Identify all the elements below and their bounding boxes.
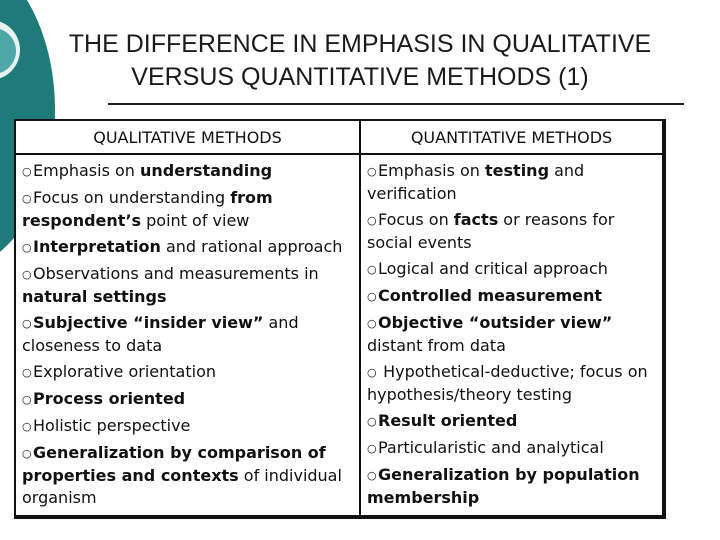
quantitative-item: [367, 285, 656, 308]
bullet-circle-icon: ○: [22, 241, 32, 254]
comparison-table: [14, 119, 666, 519]
slide-title-line-2: VERSUS QUANTITATIVE METHODS (1): [131, 63, 589, 91]
slide-title-line-1: THE DIFFERENCE IN EMPHASIS IN QUALITATIVE: [68, 30, 652, 58]
qualitative-item-text: and rational approach: [160, 237, 343, 256]
quantitative-item-text: Focus on: [378, 210, 454, 229]
bullet-circle-icon: ○: [22, 447, 32, 460]
qualitative-item-text: Interpretation: [33, 237, 161, 256]
qualitative-header: QUALITATIVE METHODS: [16, 121, 359, 155]
quantitative-item-text: Controlled measurement: [378, 286, 603, 305]
bullet-circle-icon: ○: [22, 268, 32, 281]
qualitative-item-text: Subjective “insider view”: [33, 313, 264, 332]
slide-title: [30, 28, 690, 94]
quantitative-list: [361, 155, 662, 509]
qualitative-item-text: natural settings: [22, 287, 167, 306]
qualitative-item-text: understanding: [140, 161, 273, 180]
bullet-circle-icon: ○: [22, 420, 32, 433]
quantitative-item: [367, 258, 656, 281]
quantitative-item-text: Objective “outsider view”: [378, 313, 613, 332]
qualitative-item: [22, 312, 353, 357]
qualitative-column: [16, 121, 361, 515]
qualitative-item: [22, 187, 353, 232]
qualitative-list: [16, 155, 359, 509]
bullet-circle-icon: ○: [367, 263, 377, 276]
quantitative-item: [367, 437, 656, 460]
quantitative-item-text: distant from data: [367, 336, 506, 355]
quantitative-item-text: facts: [453, 210, 499, 229]
qualitative-item: [22, 415, 353, 438]
bullet-circle-icon: ○: [22, 393, 32, 406]
quantitative-header: QUANTITATIVE METHODS: [361, 121, 662, 155]
bullet-circle-icon: ○: [367, 214, 377, 227]
qualitative-item-text: Emphasis on: [33, 161, 141, 180]
title-underline: [108, 103, 684, 105]
bullet-circle-icon: ○: [367, 415, 377, 428]
bullet-circle-icon: ○: [367, 366, 377, 379]
qualitative-item: [22, 442, 353, 509]
qualitative-item: [22, 388, 353, 411]
qualitative-item: [22, 160, 353, 183]
quantitative-item: [367, 410, 656, 433]
quantitative-item-text: Hypothetical-deductive; focus on hypothesis/theory testing: [367, 362, 648, 404]
bullet-circle-icon: ○: [367, 469, 377, 482]
quantitative-item-text: testing: [485, 161, 550, 180]
bullet-circle-icon: ○: [367, 290, 377, 303]
qualitative-item-text: Generalization by comparison of properties and contexts: [22, 443, 326, 485]
bullet-circle-icon: ○: [367, 165, 377, 178]
qualitative-item: [22, 263, 353, 308]
quantitative-item-text: Particularistic and analytical: [378, 438, 604, 457]
quantitative-item-text: Result oriented: [378, 411, 518, 430]
quantitative-item-text: Emphasis on: [378, 161, 486, 180]
bullet-circle-icon: ○: [22, 165, 32, 178]
bullet-circle-icon: ○: [22, 317, 32, 330]
quantitative-item-text: Generalization by population membership: [367, 465, 640, 507]
quantitative-item: [367, 209, 656, 254]
qualitative-item: [22, 361, 353, 384]
qualitative-item-text: Explorative orientation: [33, 362, 216, 381]
quantitative-item-text: or reasons for social events: [367, 210, 615, 252]
qualitative-item-text: from respondent’s: [22, 188, 273, 230]
quantitative-item: [367, 160, 656, 205]
qualitative-item-text: Holistic perspective: [33, 416, 191, 435]
qualitative-item-text: and closeness to data: [22, 313, 299, 355]
qualitative-item-text: Observations and measurements in: [33, 264, 319, 283]
quantitative-item-text: and verification: [367, 161, 585, 203]
qualitative-item-text: Focus on understanding: [33, 188, 231, 207]
quantitative-item: [367, 464, 656, 509]
qualitative-item: [22, 236, 353, 259]
qualitative-item-text: Process oriented: [33, 389, 186, 408]
quantitative-item: [367, 312, 656, 357]
quantitative-item-text: Logical and critical approach: [378, 259, 608, 278]
qualitative-item-text: of individual organism: [22, 466, 342, 507]
bullet-circle-icon: ○: [22, 366, 32, 379]
quantitative-column: [361, 121, 662, 515]
qualitative-item-text: point of view: [141, 211, 250, 230]
bullet-circle-icon: ○: [367, 442, 377, 455]
quantitative-item: [367, 361, 656, 406]
bullet-circle-icon: ○: [22, 192, 32, 205]
bullet-circle-icon: ○: [367, 317, 377, 330]
